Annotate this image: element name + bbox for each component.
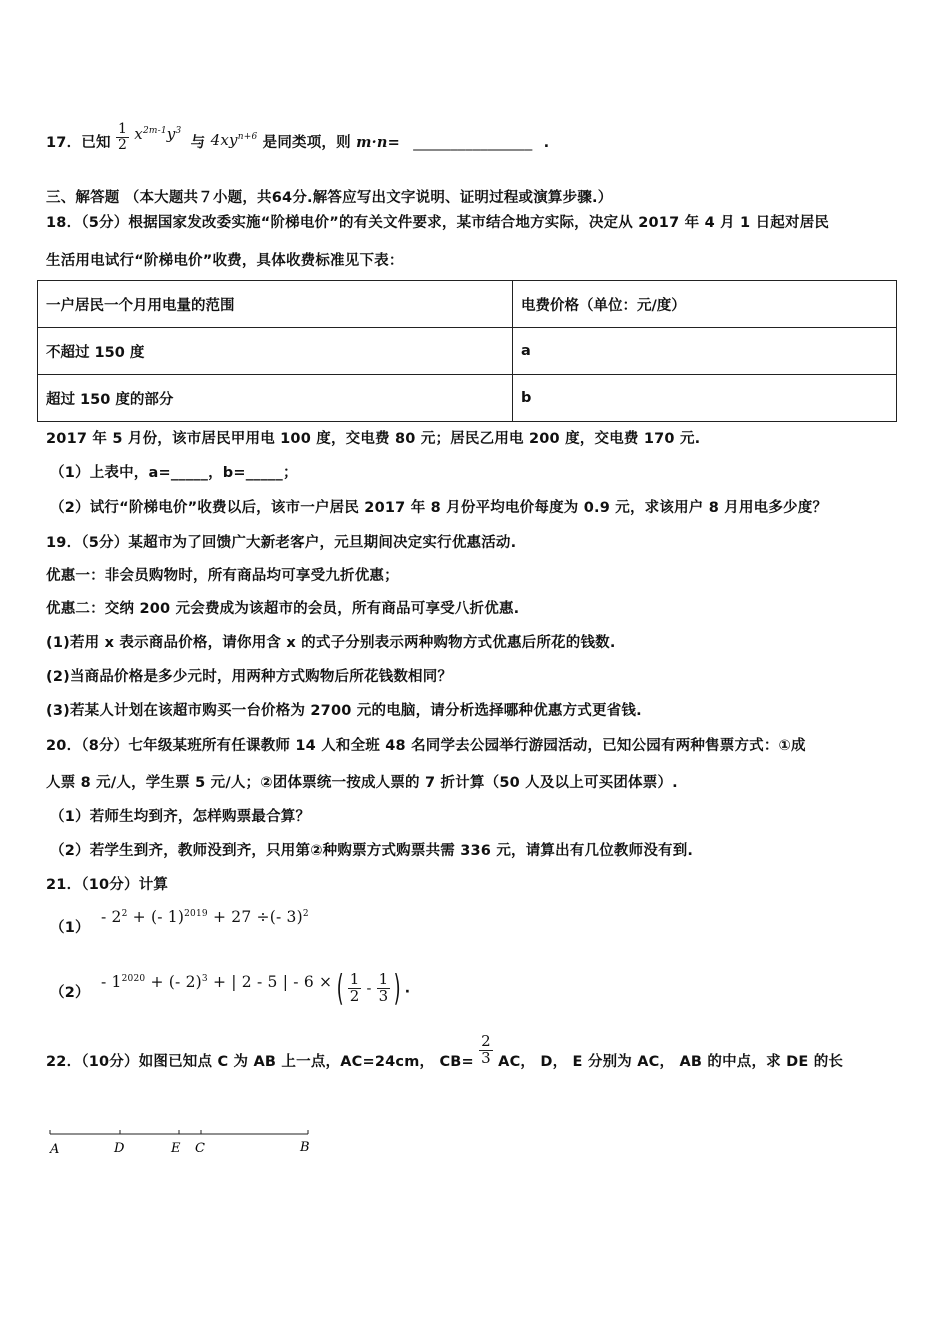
q21-sub1-part-b: + (- 1) bbox=[127, 908, 185, 926]
q18-line2: 生活用电试行“阶梯电价”收费，具体收费标准见下表： bbox=[46, 253, 404, 269]
q21-sub1 bbox=[50, 906, 309, 936]
q21-title: 21．（10分）计算 bbox=[46, 877, 169, 893]
q19-line2: 优惠一：非会员购物时，所有商品均可享受九折优惠； bbox=[46, 568, 399, 584]
q21-sub2 bbox=[50, 968, 410, 1009]
q17-mid: 与 bbox=[190, 135, 206, 152]
q21-sub1-label: （1） bbox=[50, 920, 90, 936]
q17-fraction bbox=[116, 122, 129, 152]
q21-sub1-exp-c: 2 bbox=[302, 908, 309, 919]
table-row bbox=[38, 375, 897, 422]
q19-sub2: (2)当商品价格是多少元时，用两种方式购物后所花钱数相同？ bbox=[46, 669, 453, 685]
right-paren-icon: ) bbox=[393, 968, 402, 1009]
q17-term1 bbox=[134, 125, 181, 143]
point-label-a: A bbox=[50, 1142, 60, 1157]
table-header-row bbox=[38, 281, 897, 328]
q17-frac-num: 1 bbox=[117, 121, 128, 137]
q22-frac-den: 3 bbox=[481, 1048, 491, 1067]
q17-prefix: 17．已知 bbox=[46, 135, 111, 152]
q21-sub2-minus: - bbox=[366, 980, 372, 997]
q21-sub2-frac2 bbox=[377, 972, 391, 1005]
q21-sub2-frac2-den: 3 bbox=[378, 987, 389, 1005]
q21-sub2-part-c: + | 2 - 5 | - 6 × bbox=[207, 972, 333, 991]
table-cell: 超过 150 度的部分 bbox=[38, 375, 513, 422]
table-cell: a bbox=[513, 328, 897, 375]
q18-line1: 18．（5分）根据国家发改委实施“阶梯电价”的有关文件要求，某市结合地方实际，决定从 2017 年 4 月 1 日起对居民 bbox=[46, 215, 830, 231]
q17-suffix: 是同类项，则 bbox=[262, 135, 351, 152]
q17-frac-den: 2 bbox=[117, 136, 128, 153]
q20-line2: 人票 8 元/人，学生票 5 元/人；②团体票统一按成人票的 7 折计算（50 人及以上可买团体票）. bbox=[46, 775, 678, 791]
q17-term2-exp: n+6 bbox=[237, 132, 258, 143]
q21-sub2-label: （2） bbox=[50, 984, 90, 1001]
table-row bbox=[38, 328, 897, 375]
q17-blank: ________________ bbox=[413, 135, 533, 152]
q17-line bbox=[46, 104, 550, 153]
q17-term1-exp: 2m-1 bbox=[142, 126, 167, 137]
q22-line bbox=[46, 1032, 844, 1081]
q17-term1-var2: y bbox=[166, 125, 176, 144]
q19-line3: 优惠二：交纳 200 元会费成为该超市的会员，所有商品可享受八折优惠. bbox=[46, 601, 520, 617]
q22-fraction bbox=[479, 1034, 493, 1067]
q20-sub2: （2）若学生到齐，教师没到齐，只用第②种购票方式购票共需 336 元，请算出有几位教师没有到. bbox=[50, 843, 694, 859]
q17-term1-base: x bbox=[134, 125, 143, 144]
q20-line1: 20．（8分）七年级某班所有任课教师 14 人和全班 48 名同学去公园举行游园活动，已知公园有两种售票方式：①成 bbox=[46, 738, 806, 754]
q21-sub1-exp-b: 2019 bbox=[184, 908, 208, 919]
section3-heading: 三、解答题 （本大题共７小题，共64分.解答应写出文字说明、证明过程或演算步骤.） bbox=[46, 190, 613, 206]
q21-sub2-frac2-num: 1 bbox=[378, 970, 389, 989]
table-cell: b bbox=[513, 375, 897, 422]
q19-line1: 19．（5分）某超市为了回馈广大新老客户，元旦期间决定实行优惠活动. bbox=[46, 535, 517, 551]
q19-sub3: (3)若某人计划在该超市购买一台价格为 2700 元的电脑，请分析选择哪种优惠方式更省钱. bbox=[46, 703, 642, 719]
q17-term2-base: 4xy bbox=[210, 131, 238, 150]
table-cell: 不超过 150 度 bbox=[38, 328, 513, 375]
point-label-d: D bbox=[114, 1141, 125, 1156]
segment-diagram bbox=[44, 1124, 344, 1164]
q21-sub2-frac1 bbox=[348, 972, 362, 1005]
left-paren-icon: ( bbox=[337, 968, 345, 1009]
q22-suffix: AC， D， E 分别为 AC， AB 的中点，求 DE 的长 bbox=[498, 1054, 844, 1071]
q22-prefix: 22．（10分）如图已知点 C 为 AB 上一点，AC=24cm， CB= bbox=[46, 1054, 474, 1071]
q21-sub1-expr bbox=[101, 908, 309, 926]
q21-sub2-part-b: + (- 2) bbox=[145, 972, 202, 991]
q17-term1-exp2: 3 bbox=[175, 126, 182, 137]
q18-sub2: （2）试行“阶梯电价”收费以后，该市一户居民 2017 年 8 月份平均电价每度为 0.9 元，求该用户 8 月用电多少度？ bbox=[50, 500, 828, 516]
q21-sub2-frac1-den: 2 bbox=[349, 987, 360, 1005]
q21-sub1-part-c: + 27 ÷(- 3) bbox=[207, 908, 303, 926]
q21-sub2-exp-a: 2020 bbox=[121, 973, 146, 984]
q21-sub1-exp-a: 2 bbox=[121, 908, 128, 919]
point-label-b: B bbox=[300, 1140, 310, 1155]
q21-sub2-part-a: - 1 bbox=[100, 972, 122, 991]
table-header-cell: 电费价格（单位：元/度） bbox=[513, 281, 897, 328]
q20-sub1: （1）若师生均到齐，怎样购票最合算？ bbox=[50, 809, 311, 825]
table-header-cell: 一户居民一个月用电量的范围 bbox=[38, 281, 513, 328]
point-label-e: E bbox=[171, 1141, 181, 1156]
q21-sub2-frac1-num: 1 bbox=[349, 970, 360, 989]
q17-term2 bbox=[211, 131, 258, 149]
q17-ask: m·n= bbox=[356, 134, 400, 152]
q21-sub2-exp-b: 3 bbox=[201, 973, 208, 984]
q18-line3: 2017 年 5 月份，该市居民甲用电 100 度，交电费 80 元；居民乙用电 200 度，交电费 170 元. bbox=[46, 431, 701, 447]
q21-sub2-end: . bbox=[404, 980, 411, 997]
q18-sub1: （1）上表中，a=_____，b=_____； bbox=[50, 465, 298, 481]
q21-sub2-expr bbox=[101, 973, 332, 991]
q19-sub1: (1)若用 x 表示商品价格，请你用含 x 的式子分别表示两种购物方式优惠后所花的钱数. bbox=[46, 635, 616, 651]
fee-table bbox=[37, 280, 897, 422]
q17-end: . bbox=[543, 135, 550, 152]
q22-frac-num: 2 bbox=[481, 1032, 491, 1050]
point-label-c: C bbox=[195, 1141, 205, 1156]
q21-sub1-part-a: - 2 bbox=[100, 908, 122, 926]
